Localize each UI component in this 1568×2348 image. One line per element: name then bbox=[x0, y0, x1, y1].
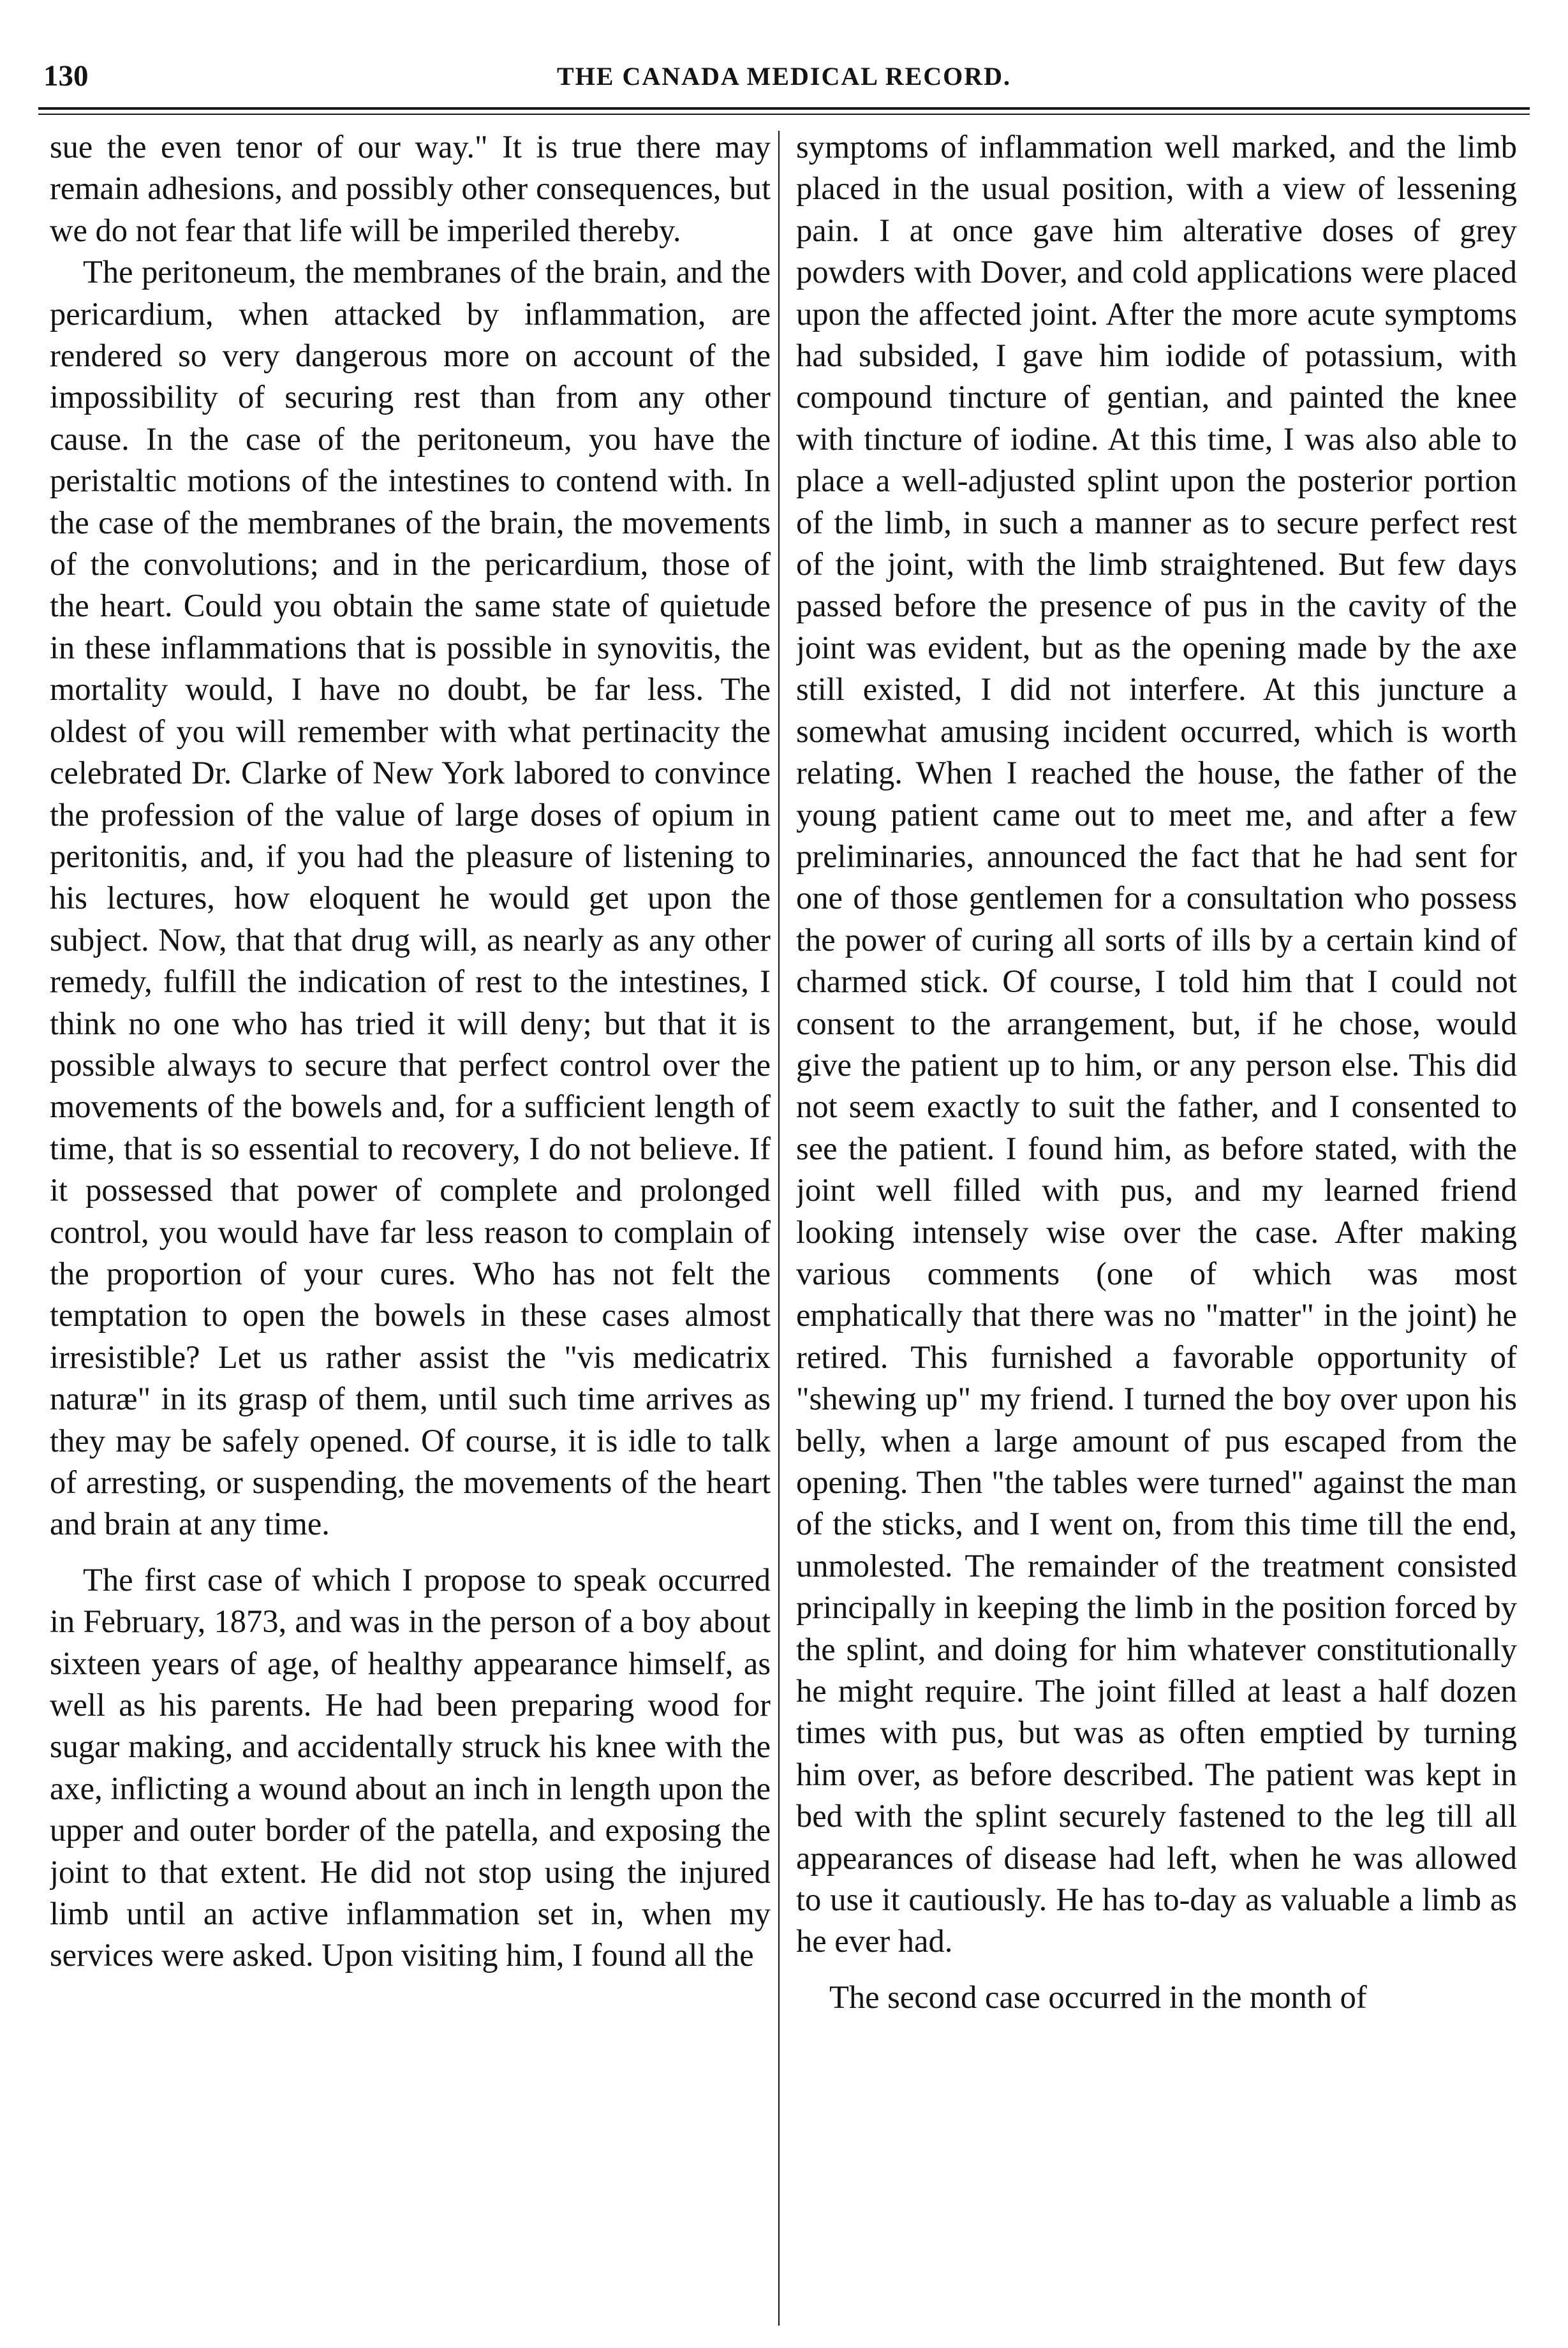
paragraph: The second case occurred in the month of bbox=[829, 1979, 1367, 2015]
paragraph: The peritoneum, the membranes of the brain, and the pericardium, when attacked by inflammation, are rendered so very dangerous more on account of the impossibility of securing rest than from any other cause. In the case of the peritoneum, you have the peristaltic motions of the intestines to contend with. In the case of the membranes of the brain, the movements of the convolutions; and in the pericardium, those of the heart. Could you obtain the same state of quietude in these inflammations that is possible in synovitis, the mortality would, I have no doubt, be far less. The oldest of you will remember with what pertinacity the celebrated Dr. Clarke of New York labored to convince the profession of the value of large doses of opium in peritonitis, and, if you had the pleasure of listening to his lectures, how eloquent he would get upon the subject. Now, that that drug will, as nearly as any other remedy, fulfill the indication of rest to the intestines, I think no one who has tried it will deny; but that it is possible always to secure that perfect control over the movements of the bowels and, for a sufficient length of time, that is so essential to recovery, I do not believe. If it possessed that power of complete and prolonged control, you would have far less reason to complain of the proportion of your cures. Who has not felt the temptation to open the bowels in these cases almost irresistible? Let us rather assist the "vis medicatrix naturæ" in its grasp of them, until such time arrives as they may be safely opened. Of course, it is idle to talk of arresting, or suspending, the movements of the heart and brain at any time. bbox=[50, 254, 771, 1542]
paragraph: symptoms of inflammation well marked, and the limb placed in the usual position, with a view of lessening pain. I at once gave him alterative doses of grey powders with Dover, and cold applications were placed upon the affected joint. After the more acute symptoms had subsided, I gave him iodide of potassium, with compound tincture of gentian, and painted the knee with tincture of iodine. At this time, I was also able to place a well-adjusted splint upon the posterior portion of the limb, in such a manner as to secure perfect rest of the joint, with the limb straightened. But few days passed before the presence of pus in the cavity of the joint was evident, but as the opening made by the axe still existed, I did not interfere. At this juncture a somewhat amusing incident occurred, which is worth relating. When I reached the house, the father of the young patient came out to meet me, and after a few preliminaries, announced the fact that he had sent for one of those gentlemen for a consultation who possess the power of curing all sorts of ills by a certain kind of charmed stick. Of course, I told him that I could not consent to the arrangement, but, if he chose, would give the patient up to him, or any person else. This did not seem exactly to suit the father, and I consented to see the patient. I found him, as before stated, with the joint well filled with pus, and my learned friend looking intensely wise over the case. After making various comments (one of which was most emphatically that there was no "matter" in the joint) he retired. This furnished a favorable opportunity of "shewing up" my friend. I turned the boy over upon his belly, when a large amount of pus escaped from the opening. Then "the tables were turned" against the man of the sticks, and I went on, from this time till the end, unmolested. The remainder of the treatment consisted principally in keeping the limb in the position forced by the splint, and doing for him whatever constitutionally he might require. The joint filled at least a half dozen times with pus, but was as often emptied by turning him over, as before described. The patient was kept in bed with the splint securely fastened to the leg till all appearances of disease had left, when he was allowed to use it cautiously. He has to-day as valuable a limb as he ever had. bbox=[796, 129, 1517, 1959]
column-divider bbox=[778, 131, 780, 2326]
right-column bbox=[796, 126, 1517, 2328]
left-column bbox=[50, 126, 771, 2328]
header-rule bbox=[38, 107, 1530, 110]
running-title: THE CANADA MEDICAL RECORD. bbox=[556, 62, 1012, 91]
header-rule-thin bbox=[38, 114, 1530, 115]
paragraph: sue the even tenor of our way." It is true there may remain adhesions, and possibly other consequences, but we do not fear that life will be imperiled thereby. bbox=[50, 129, 771, 248]
paragraph: The first case of which I propose to speak occurred in February, 1873, and was in the person of a boy about sixteen years of age, of healthy appearance himself, as well as his parents. He had been preparing wood for sugar making, and accidentally struck his knee with the axe, inflicting a wound about an inch in length upon the upper and outer border of the patella, and exposing the joint to that extent. He did not stop using the injured limb until an active inflammation set in, when my services were asked. Upon visiting him, I found all the bbox=[50, 1561, 771, 1973]
page-header bbox=[38, 26, 1530, 93]
page-number: 130 bbox=[43, 59, 89, 93]
